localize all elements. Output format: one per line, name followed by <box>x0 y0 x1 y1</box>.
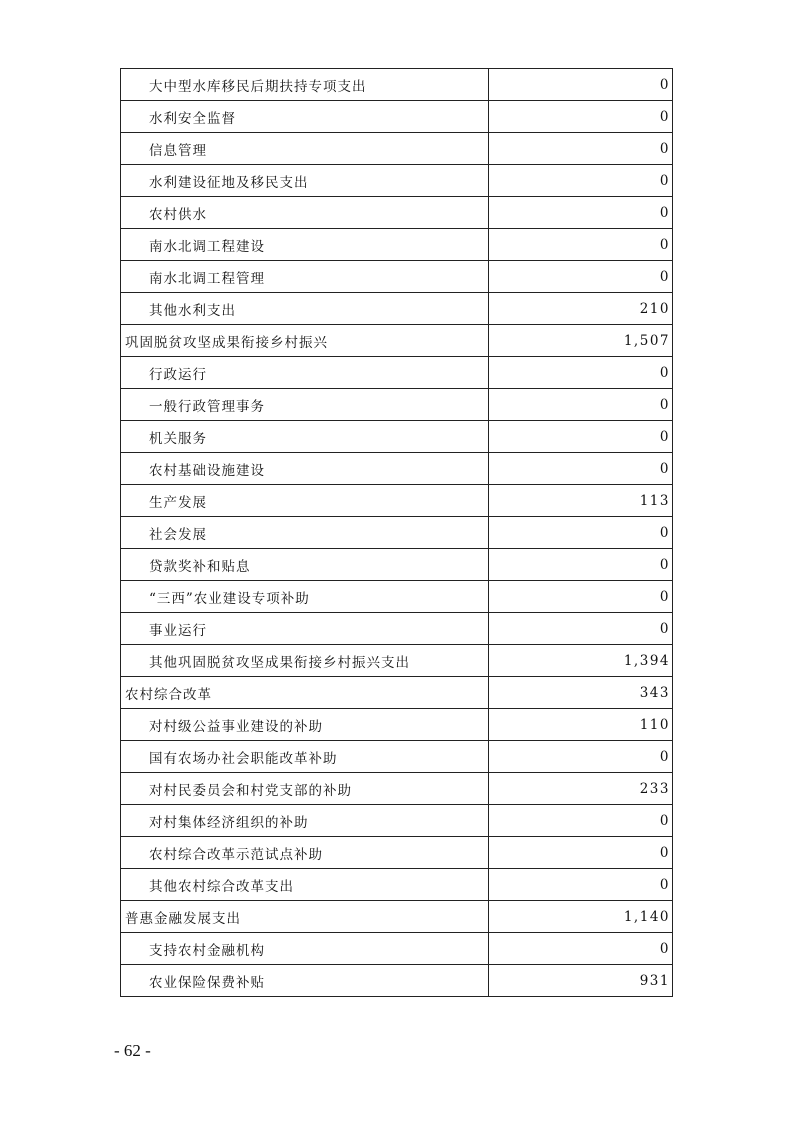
row-value: 0 <box>489 357 673 389</box>
table-row <box>121 69 673 101</box>
table-row <box>121 389 673 421</box>
row-value: 0 <box>489 549 673 581</box>
row-label: 南水北调工程管理 <box>121 261 489 293</box>
table-row <box>121 101 673 133</box>
table-row <box>121 549 673 581</box>
table-row <box>121 165 673 197</box>
table-row <box>121 709 673 741</box>
table-row <box>121 485 673 517</box>
row-label: “三西”农业建设专项补助 <box>121 581 489 613</box>
row-label: 农村综合改革 <box>121 677 489 709</box>
row-label: 南水北调工程建设 <box>121 229 489 261</box>
row-label: 大中型水库移民后期扶持专项支出 <box>121 69 489 101</box>
table-row <box>121 773 673 805</box>
row-value: 0 <box>489 517 673 549</box>
row-label: 其他农村综合改革支出 <box>121 869 489 901</box>
row-value: 343 <box>489 677 673 709</box>
row-label: 水利建设征地及移民支出 <box>121 165 489 197</box>
row-value: 0 <box>489 229 673 261</box>
row-label: 其他水利支出 <box>121 293 489 325</box>
table-row <box>121 613 673 645</box>
row-label: 信息管理 <box>121 133 489 165</box>
row-value: 0 <box>489 869 673 901</box>
row-value: 0 <box>489 837 673 869</box>
row-value: 0 <box>489 421 673 453</box>
table-row <box>121 453 673 485</box>
row-label: 其他巩固脱贫攻坚成果衔接乡村振兴支出 <box>121 645 489 677</box>
row-value: 210 <box>489 293 673 325</box>
table-row <box>121 581 673 613</box>
row-value: 931 <box>489 965 673 997</box>
row-label: 一般行政管理事务 <box>121 389 489 421</box>
row-label: 农业保险保费补贴 <box>121 965 489 997</box>
row-value: 110 <box>489 709 673 741</box>
row-label: 水利安全监督 <box>121 101 489 133</box>
row-label: 对村集体经济组织的补助 <box>121 805 489 837</box>
table-row <box>121 837 673 869</box>
table-row <box>121 421 673 453</box>
row-label: 对村民委员会和村党支部的补助 <box>121 773 489 805</box>
row-value: 0 <box>489 101 673 133</box>
row-value: 113 <box>489 485 673 517</box>
table-row <box>121 677 673 709</box>
table-row <box>121 325 673 357</box>
table-row <box>121 229 673 261</box>
row-label: 普惠金融发展支出 <box>121 901 489 933</box>
table-row <box>121 741 673 773</box>
row-label: 农村供水 <box>121 197 489 229</box>
row-value: 0 <box>489 933 673 965</box>
row-value: 0 <box>489 69 673 101</box>
row-label: 事业运行 <box>121 613 489 645</box>
row-label: 行政运行 <box>121 357 489 389</box>
table-row <box>121 133 673 165</box>
page-number: - 62 - <box>114 1041 151 1060</box>
row-label: 巩固脱贫攻坚成果衔接乡村振兴 <box>121 325 489 357</box>
table-row <box>121 933 673 965</box>
row-value: 0 <box>489 133 673 165</box>
table-row <box>121 261 673 293</box>
row-value: 1,394 <box>489 645 673 677</box>
row-value: 0 <box>489 453 673 485</box>
row-value: 1,140 <box>489 901 673 933</box>
table-row <box>121 805 673 837</box>
row-value: 0 <box>489 741 673 773</box>
row-value: 233 <box>489 773 673 805</box>
row-value: 0 <box>489 805 673 837</box>
row-label: 社会发展 <box>121 517 489 549</box>
table-row <box>121 517 673 549</box>
row-label: 生产发展 <box>121 485 489 517</box>
row-label: 农村综合改革示范试点补助 <box>121 837 489 869</box>
table-row <box>121 901 673 933</box>
row-label: 贷款奖补和贴息 <box>121 549 489 581</box>
row-value: 1,507 <box>489 325 673 357</box>
table-row <box>121 293 673 325</box>
row-label: 支持农村金融机构 <box>121 933 489 965</box>
table-row <box>121 645 673 677</box>
row-value: 0 <box>489 389 673 421</box>
budget-table <box>120 68 673 997</box>
row-label: 农村基础设施建设 <box>121 453 489 485</box>
row-value: 0 <box>489 581 673 613</box>
row-value: 0 <box>489 197 673 229</box>
table-row <box>121 869 673 901</box>
table-row <box>121 197 673 229</box>
row-label: 对村级公益事业建设的补助 <box>121 709 489 741</box>
row-value: 0 <box>489 613 673 645</box>
table-row <box>121 357 673 389</box>
row-value: 0 <box>489 261 673 293</box>
row-label: 机关服务 <box>121 421 489 453</box>
table-row <box>121 965 673 997</box>
row-value: 0 <box>489 165 673 197</box>
table-body <box>121 69 673 997</box>
row-label: 国有农场办社会职能改革补助 <box>121 741 489 773</box>
